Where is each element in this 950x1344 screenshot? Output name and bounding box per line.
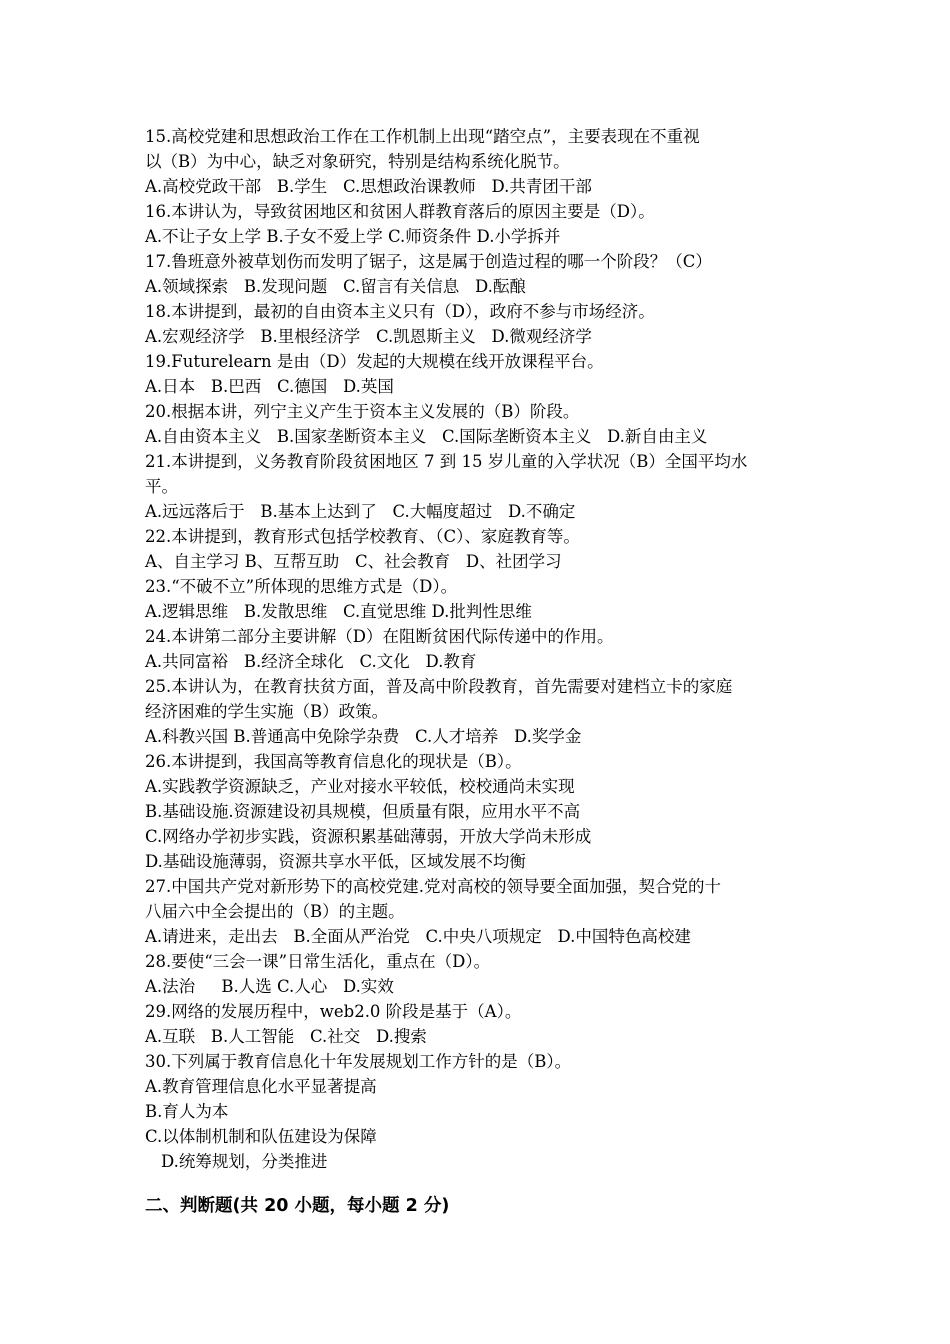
question-16-line-1: 16.本讲认为，导致贫困地区和贫困人群教育落后的原因主要是（D）。 (145, 202, 655, 221)
question-22-line-1: 22.本讲提到，教育形式包括学校教育、（C）、家庭教育等。 (145, 527, 580, 546)
question-27-options: A.请进来，走出去 B.全面从严治党 C.中央八项规定 D.中国特色高校建 (145, 927, 691, 946)
question-29 (145, 999, 825, 1049)
question-26-option-a: A.实践教学资源缺乏，产业对接水平较低，校校通尚未实现 (145, 777, 575, 796)
question-21-line-2: 平。 (145, 477, 178, 496)
question-19-options: A.日本 B.巴西 C.德国 D.英国 (145, 377, 394, 396)
question-15 (145, 124, 825, 199)
question-25-line-1: 25.本讲认为，在教育扶贫方面，普及高中阶段教育，首先需要对建档立卡的家庭 (145, 677, 733, 696)
question-24-options: A.共同富裕 B.经济全球化 C.文化 D.教育 (145, 652, 477, 671)
question-25-options: A.科教兴国 B.普通高中免除学杂费 C.人才培养 D.奖学金 (145, 727, 582, 746)
question-24 (145, 624, 825, 674)
question-28 (145, 949, 825, 999)
question-21-line-1: 21.本讲提到，义务教育阶段贫困地区 7 到 15 岁儿童的入学状况（B）全国平均水 (145, 452, 748, 471)
section-heading-true-false: 二、判断题(共 20 小题，每小题 2 分) (145, 1196, 450, 1216)
question-30 (145, 1049, 825, 1174)
question-30-option-d: D.统筹规划，分类推进 (161, 1152, 328, 1171)
question-16-options: A.不让子女上学 B.子女不爱上学 C.师资条件 D.小学拆并 (145, 227, 561, 246)
question-21-options: A.远远落后于 B.基本上达到了 C.大幅度超过 D.不确定 (145, 502, 576, 521)
question-17 (145, 249, 825, 299)
question-19 (145, 349, 825, 399)
question-25 (145, 674, 825, 749)
question-21 (145, 449, 825, 524)
question-27-line-1: 27.中国共产党对新形势下的高校党建.党对高校的领导要全面加强，契合党的十 (145, 877, 721, 896)
question-16 (145, 199, 825, 249)
question-26-option-c: C.网络办学初步实践，资源积累基础薄弱，开放大学尚未形成 (145, 827, 592, 846)
question-19-line-1: 19.Futurelearn 是由（D）发起的大规模在线开放课程平台。 (145, 352, 604, 371)
question-17-line-1: 17.鲁班意外被草划伤而发明了锯子，这是属于创造过程的哪一个阶段？（C） (145, 252, 712, 271)
question-26-option-d: D.基础设施薄弱，资源共享水平低，区域发展不均衡 (145, 852, 526, 871)
question-23-options: A.逻辑思维 B.发散思维 C.直觉思维 D.批判性思维 (145, 602, 532, 621)
question-15-line-2: 以（B）为中心，缺乏对象研究，特别是结构系统化脱节。 (145, 152, 570, 171)
question-28-line-1: 28.要使“三会一课”日常生活化，重点在（D）。 (145, 952, 491, 971)
question-20 (145, 399, 825, 449)
question-18-options: A.宏观经济学 B.里根经济学 C.凯恩斯主义 D.微观经济学 (145, 327, 592, 346)
question-list (145, 124, 825, 1174)
question-30-option-c: C.以体制机制和队伍建设为保障 (145, 1127, 377, 1146)
question-15-options: A.高校党政干部 B.学生 C.思想政治课教师 D.共青团干部 (145, 177, 592, 196)
question-17-options: A.领域探索 B.发现问题 C.留言有关信息 D.酝酿 (145, 277, 526, 296)
question-26-option-b: B.基础设施.资源建设初具规模，但质量有限，应用水平不高 (145, 802, 581, 821)
question-22 (145, 524, 825, 574)
question-30-option-a: A.教育管理信息化水平显著提高 (145, 1077, 377, 1096)
question-27 (145, 874, 825, 949)
question-18 (145, 299, 825, 349)
question-30-line-1: 30.下列属于教育信息化十年发展规划工作方针的是（B）。 (145, 1052, 572, 1071)
question-15-line-1: 15.高校党建和思想政治工作在工作机制上出现“踏空点”，主要表现在不重视 (145, 127, 700, 146)
question-20-options: A.自由资本主义 B.国家垄断资本主义 C.国际垄断资本主义 D.新自由主义 (145, 427, 708, 446)
question-29-line-1: 29.网络的发展历程中，web2.0 阶段是基于（A）。 (145, 1002, 522, 1021)
question-25-line-2: 经济困难的学生实施（B）政策。 (145, 702, 389, 721)
question-23 (145, 574, 825, 624)
question-28-options: A.法治 B.人选 C.人心 D.实效 (145, 977, 394, 996)
question-18-line-1: 18.本讲提到，最初的自由资本主义只有（D），政府不参与市场经济。 (145, 302, 655, 321)
question-24-line-1: 24.本讲第二部分主要讲解（D）在阻断贫困代际传递中的作用。 (145, 627, 614, 646)
question-30-option-b: B.育人为本 (145, 1102, 229, 1121)
question-27-line-2: 八届六中全会提出的（B）的主题。 (145, 902, 405, 921)
question-26 (145, 749, 825, 874)
question-26-line-1: 26.本讲提到，我国高等教育信息化的现状是（B）。 (145, 752, 522, 771)
question-20-line-1: 20.根据本讲，列宁主义产生于资本主义发展的（B）阶段。 (145, 402, 580, 421)
question-29-options: A.互联 B.人工智能 C.社交 D.搜索 (145, 1027, 427, 1046)
question-22-options: A、自主学习 B、互帮互助 C、社会教育 D、社团学习 (145, 552, 562, 571)
question-23-line-1: 23.“不破不立”所体现的思维方式是（D）。 (145, 577, 458, 596)
